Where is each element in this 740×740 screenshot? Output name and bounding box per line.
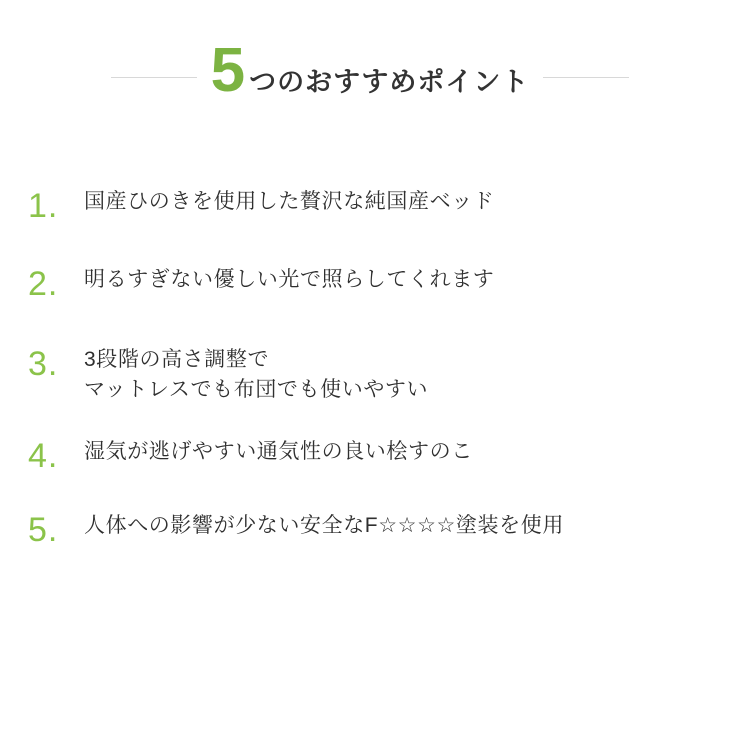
list-item-body bbox=[84, 263, 718, 295]
page-header bbox=[0, 36, 740, 106]
list-item-body bbox=[84, 185, 718, 217]
list-item-line: 人体への影響が少ない安全なF☆☆☆☆塗装を使用 bbox=[84, 513, 564, 537]
page-title bbox=[210, 36, 530, 105]
list-item-line: 明るすぎない優しい光で照らしてくれます bbox=[84, 268, 495, 291]
header-rule-left bbox=[111, 77, 197, 78]
list-item-number: 1. bbox=[28, 187, 59, 225]
list-item-body bbox=[84, 509, 718, 541]
list-item-line: 湿気が逃げやすい通気性の良い桧すのこ bbox=[84, 439, 473, 463]
page-title-number: 5 bbox=[210, 36, 246, 105]
list-item-line: 3段階の高さ調整で bbox=[84, 348, 270, 371]
list-item bbox=[28, 263, 718, 301]
list-item bbox=[28, 343, 718, 405]
list-item-body bbox=[84, 343, 718, 405]
list-item-number: 2. bbox=[28, 265, 59, 303]
list-item-line: 国産ひのきを使用した贅沢な純国産ベッド bbox=[84, 190, 495, 213]
list-item bbox=[28, 185, 718, 223]
header-rule-right bbox=[543, 77, 629, 78]
list-item-body bbox=[84, 435, 718, 467]
page-title-text: つのおすすめポイント bbox=[249, 67, 530, 97]
list-item-number: 5. bbox=[28, 510, 59, 549]
points-list bbox=[28, 185, 718, 547]
list-item-number: 4. bbox=[28, 436, 59, 475]
list-item-line: マットレスでも布団でも使いやすい bbox=[84, 377, 429, 401]
list-item bbox=[28, 509, 718, 547]
list-item-number: 3. bbox=[28, 345, 59, 383]
list-item bbox=[28, 435, 718, 473]
